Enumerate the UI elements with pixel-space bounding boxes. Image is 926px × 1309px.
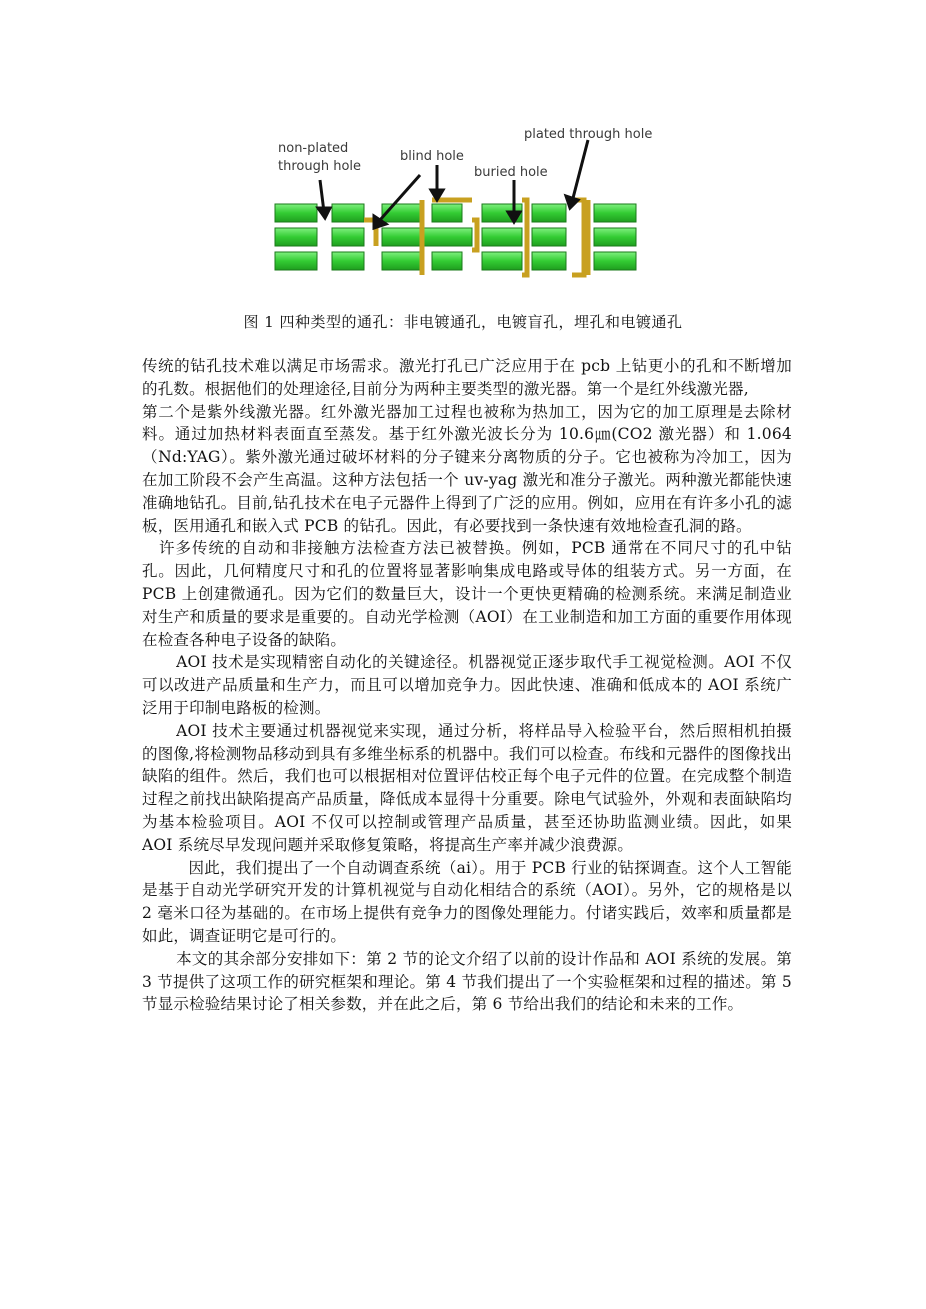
paragraph-4: AOI 技术是实现精密自动化的关键途径。机器视觉正逐步取代手工视觉检测。AOI 不仅可以改进产品质量和生产力，而且可以增加竞争力。因此快速、准确和低成本的 AOI 系统广泛用于印制电路板的检测。 [142, 653, 792, 717]
body-text [142, 355, 792, 1016]
paragraph-2: 第二个是紫外线激光器。红外激光器加工过程也被称为热加工，因为它的加工原理是去除材料。通过加热材料表面直至蒸发。基于红外激光波长分为 10.6㎛(CO2 激光器）和 1.064（Nd:YAG）。紫外激光通过破坏材料的分子键来分离物质的分子。它也被称为冷加工，因为在加工阶段不会产生高温。这种方法包括一个 uv-yag 激光和准分子激光。两种激光都能快速准确地钻孔。目前,钻孔技术在电子元器件上得到了广泛的应用。例如，应用在有许多小孔的滤板，医用通孔和嵌入式 PCB 的钻孔。因此，有必要找到一条快速有效地检查孔洞的路。 [142, 402, 792, 535]
paragraph-3: 许多传统的自动和非接触方法检查方法已被替换。例如，PCB 通常在不同尺寸的孔中钻孔。因此，几何精度尺寸和孔的位置将显著影响集成电路或导体的组装方式。另一方面，在 PCB 上创建微通孔。因为它们的数量巨大，设计一个更快更精确的检测系统。来满足制造业对生产和质量的要求是重要的。自动光学检测（AOI）在工业制造和加工方面的重要作用体现在检查各种电子设备的缺陷。 [142, 539, 792, 649]
label-non-plated-line1: non-plated [278, 141, 349, 156]
via-types-figure [272, 120, 662, 288]
label-buried-hole: buried hole [474, 165, 548, 180]
label-non-plated-line2: through hole [278, 159, 362, 174]
paragraph-7: 本文的其余部分安排如下：第 2 节的论文介绍了以前的设计作品和 AOI 系统的发展。第 3 节提供了这项工作的研究框架和理论。第 4 节我们提出了一个实验框架和过程的描述。第 5 节显示检验结果讨论了相关参数，并在此之后，第 6 节给出我们的结论和未来的工作。 [142, 949, 792, 1014]
paragraph-1: 传统的钻孔技术难以满足市场需求。激光打孔已广泛应用于在 pcb 上钻更小的孔和不断增加的孔数。根据他们的处理途径,目前分为两种主要类型的激光器。第一个是红外线激光器, [142, 357, 792, 398]
layer-blocks-right [594, 204, 636, 270]
label-blind-hole: blind hole [400, 149, 464, 164]
paragraph-5: AOI 技术主要通过机器视觉来实现，通过分析，将样品导入检验平台，然后照相机拍摄的图像,将检测物品移动到具有多维坐标系的机器中。我们可以检查。布线和元器件的图像找出缺陷的组件。然后，我们也可以根据相对位置评估校正每个电子元件的位置。在完成整个制造过程之前找出缺陷提高产品质量，降低成本显得十分重要。除电气试验外，外观和表面缺陷均为基本检验项目。AOI 不仅可以控制或管理产品质量，甚至还协助监测业绩。因此，如果 AOI 系统尽早发现问题并采取修复策略，将提高生产率并减少浪费源。 [142, 721, 792, 854]
pcb-cross-section-diagram [272, 120, 662, 288]
figure-caption: 图 1 四种类型的通孔：非电镀通孔，电镀盲孔，埋孔和电镀通孔 [243, 313, 683, 331]
paragraph-6: 因此，我们提出了一个自动调查系统（ai）。用于 PCB 行业的钻探调查。这个人工智能是基于自动光学研究开发的计算机视觉与自动化相结合的系统（AOI）。另外，它的规格是以 2 毫米口径为基础的。在市场上提供有竞争力的图像处理能力。付诸实践后，效率和质量都是如此，调查证明它是可行的。 [142, 858, 792, 945]
label-plated-through-hole: plated through hole [524, 127, 653, 142]
